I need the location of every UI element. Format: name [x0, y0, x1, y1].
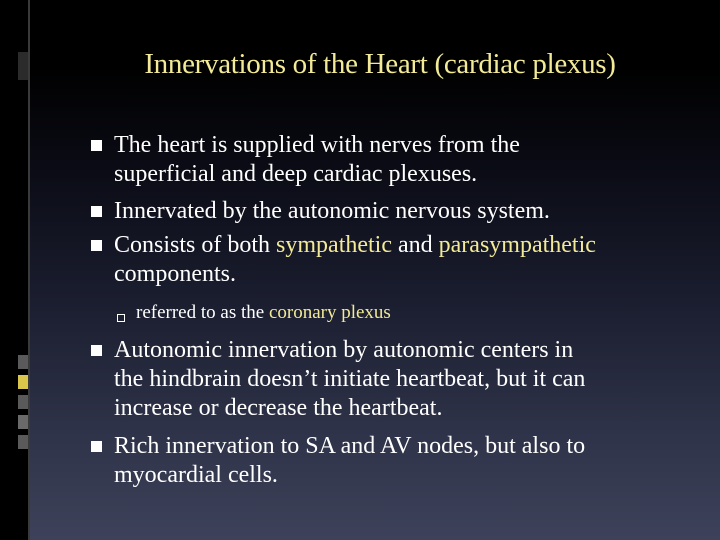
- square-bullet-icon: [91, 206, 102, 217]
- bullet-item: [114, 197, 550, 226]
- hollow-square-icon: [117, 309, 125, 317]
- decor-block: [18, 52, 28, 80]
- decor-block: [18, 435, 28, 449]
- highlight-coronary-plexus: coronary plexus: [268, 302, 391, 323]
- sub-bullet-item: [136, 301, 391, 325]
- square-bullet-icon: [91, 240, 102, 251]
- bullet-line: Rich innervation to SA and AV nodes, but also to: [114, 433, 586, 459]
- highlight-parasympathetic: parasympathetic: [438, 232, 596, 258]
- slide-title: Innervations of the Heart (cardiac plexus): [144, 48, 616, 80]
- bullet-item: [114, 432, 585, 490]
- bullet-line: Innervated by the autonomic nervous system.: [114, 198, 550, 224]
- bullet-item: [114, 336, 585, 423]
- bullet-line: Autonomic innervation by autonomic centers in: [114, 337, 574, 363]
- left-divider-line: [28, 0, 30, 540]
- square-bullet-icon: [91, 345, 102, 356]
- decor-block: [18, 355, 28, 369]
- bullet-line: components.: [114, 261, 236, 287]
- highlight-sympathetic: sympathetic: [276, 232, 392, 258]
- square-bullet-icon: [91, 140, 102, 151]
- decor-block: [18, 395, 28, 409]
- bullet-line: increase or decrease the heartbeat.: [114, 395, 443, 421]
- bullet-line: myocardial cells.: [114, 462, 278, 488]
- bullet-line: superficial and deep cardiac plexuses.: [114, 161, 478, 187]
- text-run: and: [392, 232, 439, 258]
- square-bullet-icon: [91, 441, 102, 452]
- bullet-line: the hindbrain doesn’t initiate heartbeat, but it can: [114, 366, 586, 392]
- text-run: Consists of both: [114, 232, 277, 258]
- text-run: referred to as the: [136, 302, 269, 323]
- bullet-item: [114, 231, 596, 289]
- decor-block: [18, 415, 28, 429]
- decor-block: [18, 375, 28, 389]
- bullet-line: The heart is supplied with nerves from the: [114, 132, 520, 158]
- left-decor-strip: [0, 0, 28, 540]
- bullet-line: [114, 231, 596, 260]
- sub-bullet-line: [136, 301, 391, 325]
- bullet-item: [114, 131, 520, 189]
